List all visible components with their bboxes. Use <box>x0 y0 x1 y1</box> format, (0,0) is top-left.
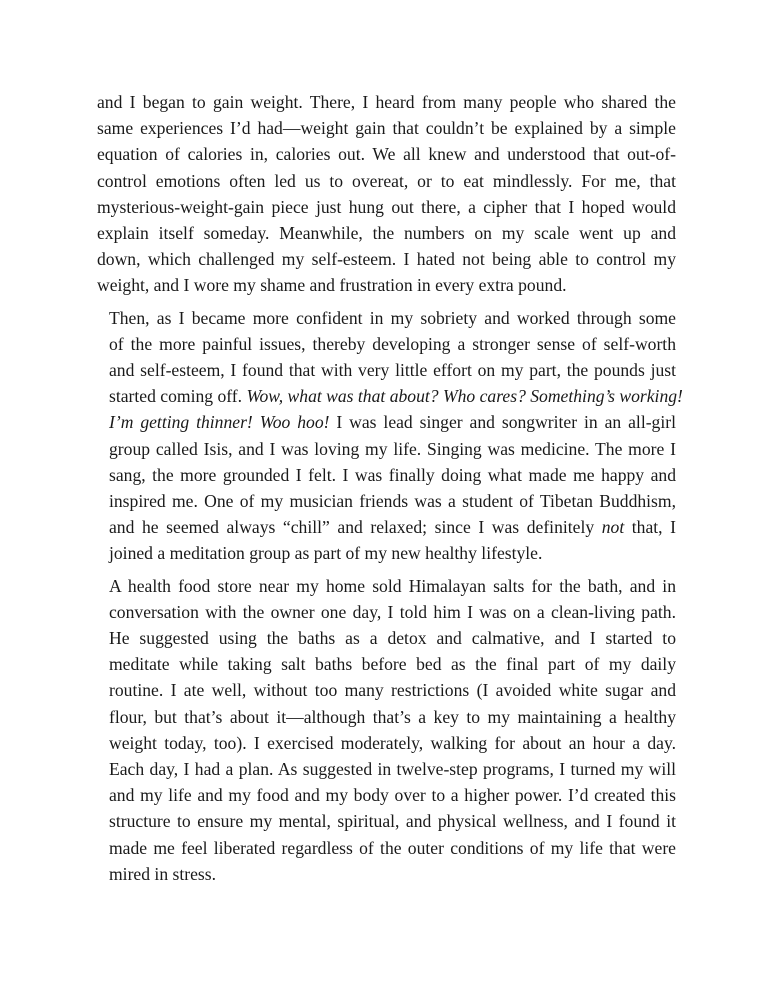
text-run: that, I <box>624 517 676 538</box>
text-run: mysterious-weight-gain piece just hung out there, a cipher that I hoped would <box>97 196 676 217</box>
text-line <box>97 141 676 167</box>
text-run: routine. I ate well, without too many restrictions (I avoided white sugar and <box>109 680 676 701</box>
text-run: He suggested using the baths as a detox and calmative, and I started to <box>109 628 676 649</box>
text-run: flour, but that’s about it—although that’s a key to my maintaining a healthy <box>109 706 676 727</box>
text-run: Each day, I had a plan. As suggested in twelve-step programs, I turned my will <box>109 759 676 780</box>
text-run: inspired me. One of my musician friends was a student of Tibetan Buddhism, <box>109 491 676 512</box>
text-line <box>97 514 676 540</box>
text-run: group called Isis, and I was loving my life. Singing was medicine. The more I <box>109 438 676 459</box>
text-run: and my life and my food and my body over to a higher power. I’d created this <box>109 785 676 806</box>
text-line <box>97 168 676 194</box>
text-run: same experiences I’d had—weight gain that couldn’t be explained by a simple <box>97 118 676 139</box>
text-line <box>97 331 676 357</box>
text-line <box>97 861 676 887</box>
paragraph-2 <box>97 305 683 567</box>
text-run: I was lead singer and songwriter in an all-girl <box>329 412 676 433</box>
text-line <box>97 115 676 141</box>
text-run: meditate while taking salt baths before bed as the final part of my daily <box>109 654 676 675</box>
text-run: of the more painful issues, thereby developing a stronger sense of self-worth <box>109 333 676 354</box>
text-run: and self-esteem, I found that with very little effort on my part, the pounds just <box>109 360 676 381</box>
text-line <box>97 677 676 703</box>
text-line <box>97 357 676 383</box>
text-line <box>97 194 676 220</box>
text-line <box>97 220 676 246</box>
text-run: down, which challenged my self-esteem. I hated not being able to control my <box>97 249 676 270</box>
text-run: structure to ensure my mental, spiritual, and physical wellness, and I found it <box>109 811 676 832</box>
text-line <box>97 383 683 409</box>
text-line <box>97 305 676 331</box>
text-run: and he seemed always “chill” and relaxed; since I was definitely <box>109 517 602 538</box>
text-line <box>97 272 676 298</box>
text-run: sang, the more grounded I felt. I was finally doing what made me happy and <box>109 464 676 485</box>
text-run: started coming off. <box>109 386 247 407</box>
text-line <box>97 409 676 435</box>
text-run: weight today, too). I exercised moderately, walking for about an hour a day. <box>109 732 676 753</box>
text-line <box>97 436 676 462</box>
text-line <box>97 835 676 861</box>
text-line <box>97 540 676 566</box>
paragraph-3 <box>97 573 676 887</box>
text-line <box>97 756 676 782</box>
text-run: explain itself someday. Meanwhile, the numbers on my scale went up and <box>97 223 676 244</box>
text-run: mired in stress. <box>109 863 217 884</box>
text-line <box>97 462 676 488</box>
text-line <box>97 782 676 808</box>
text-run: weight, and I wore my shame and frustration in every extra pound. <box>97 275 567 296</box>
italic-text: not <box>601 517 625 538</box>
text-line <box>97 246 676 272</box>
text-run: equation of calories in, calories out. We all knew and understood that out-of- <box>97 144 676 165</box>
paragraph-1 <box>97 89 676 299</box>
italic-text: I’m getting thinner! Woo hoo! <box>109 412 330 433</box>
text-run: and I began to gain weight. There, I heard from many people who shared the <box>97 92 676 112</box>
text-run: joined a meditation group as part of my new healthy lifestyle. <box>109 543 543 564</box>
text-line <box>97 488 676 514</box>
text-line <box>97 599 676 625</box>
text-run: made me feel liberated regardless of the outer conditions of my life that were <box>109 837 676 858</box>
text-line <box>97 89 676 115</box>
page-body <box>97 89 683 893</box>
text-line <box>97 808 676 834</box>
text-line <box>97 625 676 651</box>
text-line <box>97 704 676 730</box>
text-line <box>97 730 676 756</box>
text-run: A health food store near my home sold Himalayan salts for the bath, and in <box>109 575 676 596</box>
text-line <box>97 651 676 677</box>
italic-text: Wow, what was that about? Who cares? Something’s working! <box>246 386 683 407</box>
text-line <box>97 573 676 599</box>
text-run: control emotions often led us to overeat, or to eat mindlessly. For me, that <box>97 170 676 191</box>
text-run: conversation with the owner one day, I told him I was on a clean-living path. <box>109 601 676 622</box>
text-run: Then, as I became more confident in my sobriety and worked through some <box>109 307 676 328</box>
